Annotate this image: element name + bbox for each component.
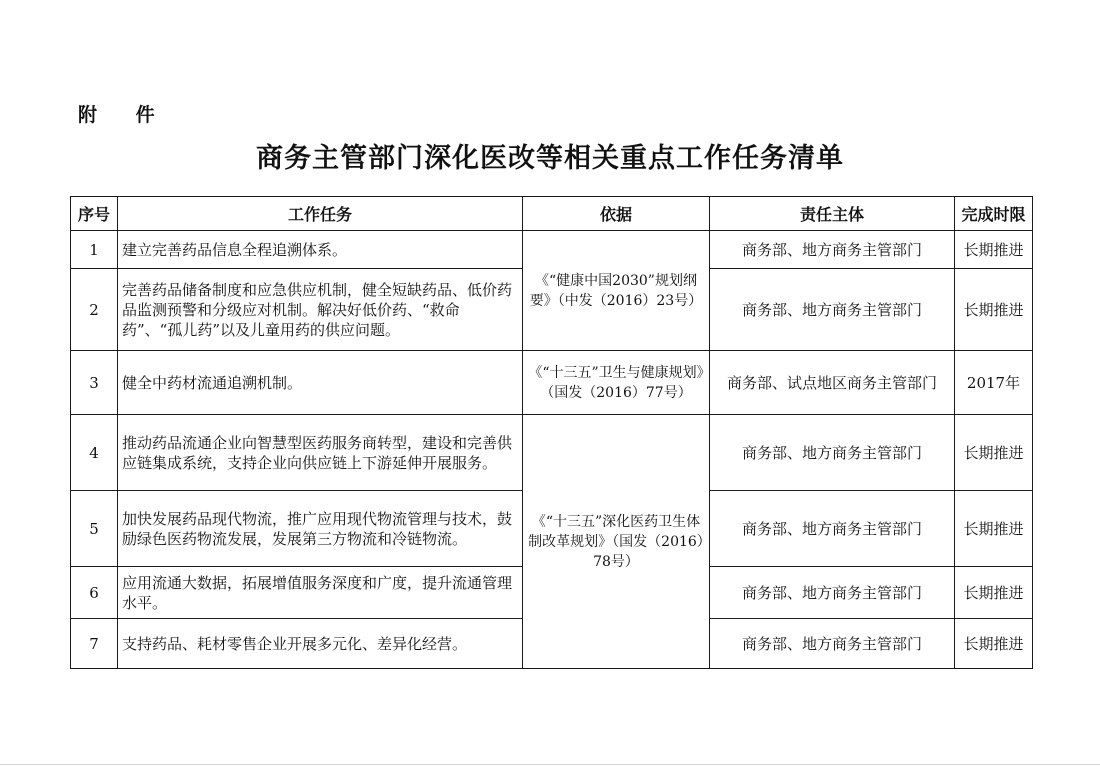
column-header-deadline: 完成时限 xyxy=(955,197,1033,231)
page-title: 商务主管部门深化医改等相关重点工作任务清单 xyxy=(256,143,844,174)
column-header-basis: 依据 xyxy=(523,197,710,231)
task-cell: 加快发展药品现代物流，推广应用现代物流管理与技术，鼓励绿色医药物流发展，发展第三方物流和冷链物流。 xyxy=(118,491,523,567)
deadline-cell: 长期推进 xyxy=(955,415,1033,491)
table-header-row xyxy=(71,197,1033,231)
deadline-cell: 长期推进 xyxy=(955,619,1033,669)
row-number: 3 xyxy=(71,351,118,415)
deadline-cell: 长期推进 xyxy=(955,269,1033,351)
row-number: 6 xyxy=(71,567,118,619)
task-table xyxy=(70,196,1033,669)
column-header-owner: 责任主体 xyxy=(710,197,955,231)
row-number: 7 xyxy=(71,619,118,669)
task-cell: 应用流通大数据，拓展增值服务深度和广度，提升流通管理水平。 xyxy=(118,567,523,619)
owner-cell: 商务部、地方商务主管部门 xyxy=(710,231,955,269)
owner-cell: 商务部、地方商务主管部门 xyxy=(710,619,955,669)
owner-cell: 商务部、地方商务主管部门 xyxy=(710,269,955,351)
basis-cell: 《“健康中国2030”规划纲要》（中发（2016）23号） xyxy=(523,231,710,351)
owner-cell: 商务部、地方商务主管部门 xyxy=(710,415,955,491)
basis-cell: 《“十三五”卫生与健康规划》（国发（2016）77号） xyxy=(523,351,710,415)
scan-edge-line xyxy=(0,764,1100,765)
task-cell: 完善药品储备制度和应急供应机制，健全短缺药品、低价药品监测预警和分级应对机制。解决好低价药、“救命药”、“孤儿药”以及儿童用药的供应问题。 xyxy=(118,269,523,351)
task-cell: 健全中药材流通追溯机制。 xyxy=(118,351,523,415)
row-number: 2 xyxy=(71,269,118,351)
deadline-cell: 长期推进 xyxy=(955,231,1033,269)
owner-cell: 商务部、试点地区商务主管部门 xyxy=(710,351,955,415)
column-header-task: 工作任务 xyxy=(118,197,523,231)
table-row xyxy=(71,415,1033,491)
task-cell: 推动药品流通企业向智慧型医药服务商转型，建设和完善供应链集成系统，支持企业向供应链上下游延伸开展服务。 xyxy=(118,415,523,491)
basis-cell: 《“十三五”深化医药卫生体制改革规划》（国发（2016）78号） xyxy=(523,415,710,669)
deadline-cell: 长期推进 xyxy=(955,567,1033,619)
task-cell: 支持药品、耗材零售企业开展多元化、差异化经营。 xyxy=(118,619,523,669)
attachment-label: 附 件 xyxy=(78,104,171,126)
deadline-cell: 2017年 xyxy=(955,351,1033,415)
owner-cell: 商务部、地方商务主管部门 xyxy=(710,491,955,567)
owner-cell: 商务部、地方商务主管部门 xyxy=(710,567,955,619)
task-cell: 建立完善药品信息全程追溯体系。 xyxy=(118,231,523,269)
row-number: 4 xyxy=(71,415,118,491)
deadline-cell: 长期推进 xyxy=(955,491,1033,567)
table-row xyxy=(71,351,1033,415)
row-number: 5 xyxy=(71,491,118,567)
column-header-index: 序号 xyxy=(71,197,118,231)
row-number: 1 xyxy=(71,231,118,269)
table-row xyxy=(71,231,1033,269)
